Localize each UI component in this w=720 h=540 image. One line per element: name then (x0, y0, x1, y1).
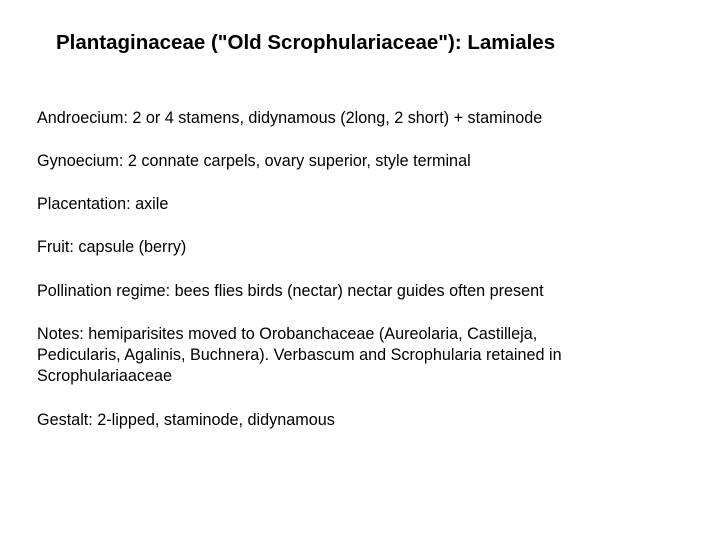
notes-line-1: Notes: hemiparisites moved to Orobanchaceae (Aureolaria, Castilleja, (37, 325, 538, 343)
gynoecium-text: Gynoecium: 2 connate carpels, ovary superior, style terminal (37, 152, 471, 170)
placentation-text: Placentation: axile (37, 195, 169, 213)
androecium-text: Androecium: 2 or 4 stamens, didynamous (2long, 2 short) + staminode (37, 109, 543, 127)
pollination-text: Pollination regime: bees flies birds (nectar) nectar guides often present (37, 282, 544, 300)
notes-line-2: Pedicularis, Agalinis, Buchnera). Verbascum and Scrophularia retained in (37, 346, 562, 364)
gestalt-text: Gestalt: 2-lipped, staminode, didynamous (37, 411, 335, 429)
fruit-text: Fruit: capsule (berry) (37, 238, 187, 256)
slide-title: Plantaginaceae ("Old Scrophulariaceae"): Lamiales (56, 31, 556, 54)
notes-text (37, 324, 677, 387)
notes-line-3: Scrophulariaaceae (37, 367, 172, 385)
